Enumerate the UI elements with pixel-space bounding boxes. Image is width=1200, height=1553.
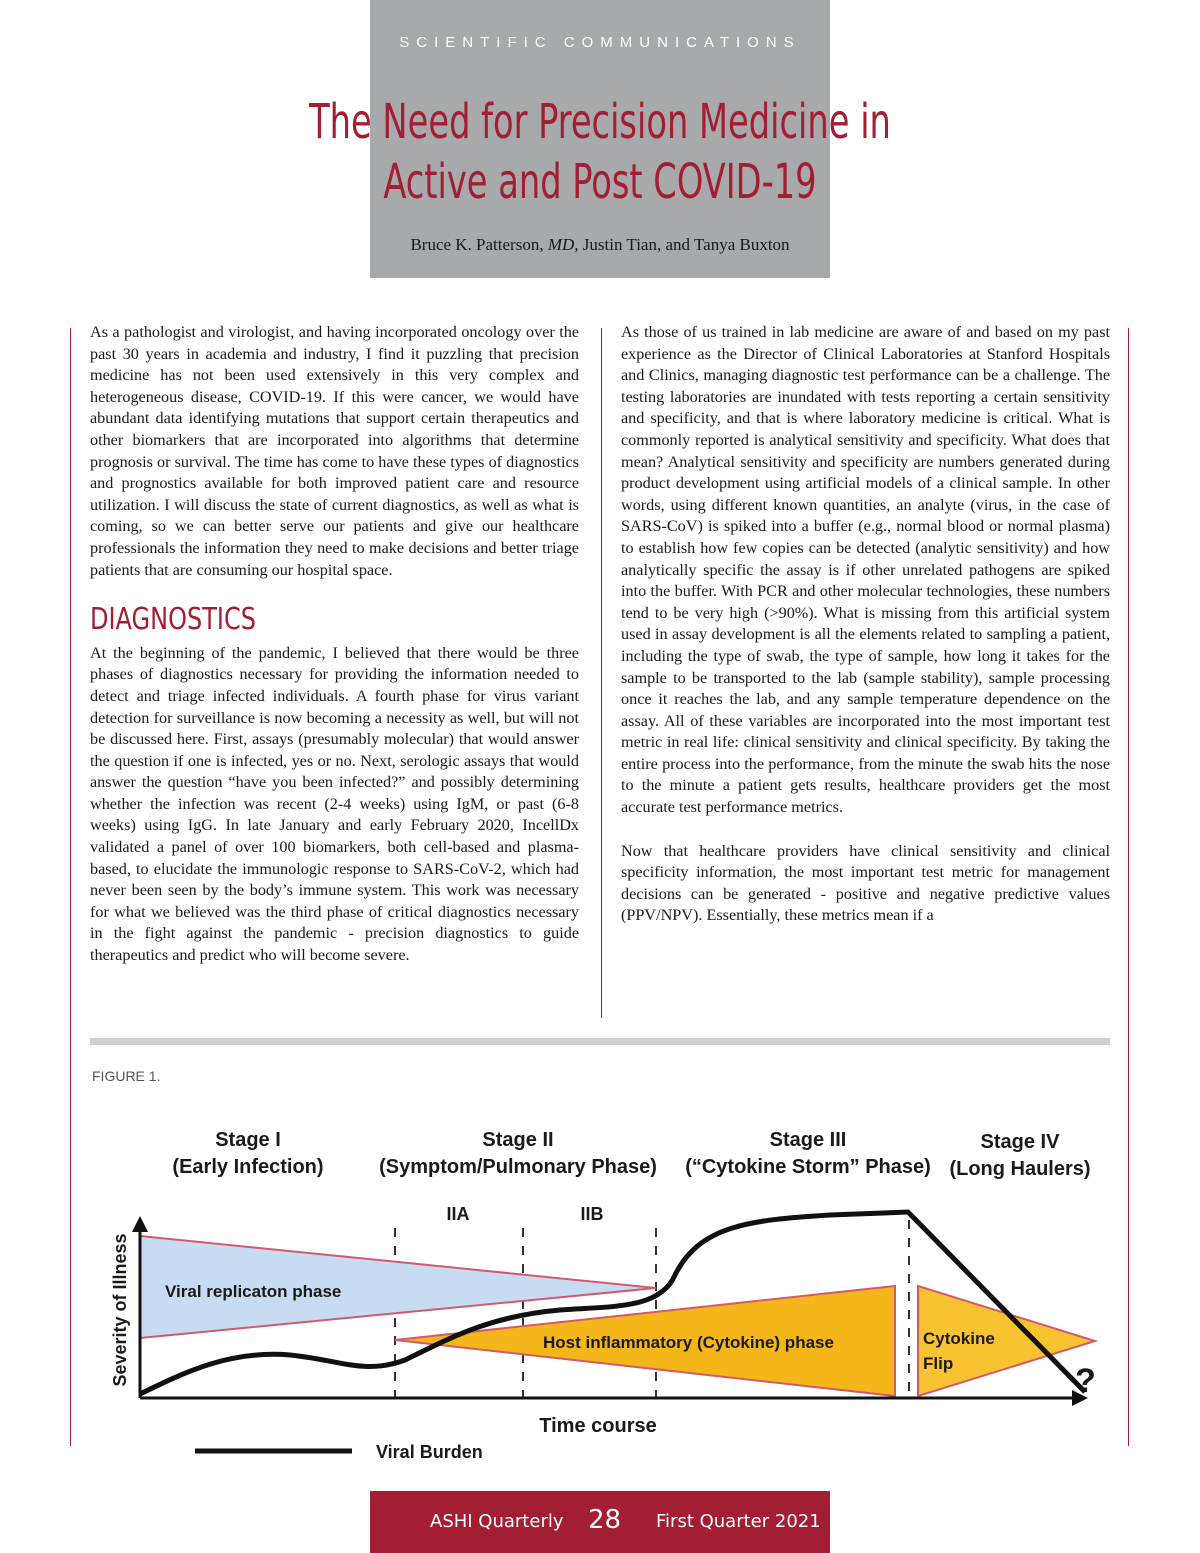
cytokine-flip-label-2: Flip	[923, 1354, 954, 1373]
column-divider	[601, 328, 602, 1018]
predictive-values-paragraph: Now that healthcare providers have clinical sensitivity and clinical specificity information, the most important test metric for management decisions can be generated - positive and negative predictive values (PPV/NPV). Essentially, these metrics mean if a	[621, 841, 1110, 925]
stage4-subtitle: (Long Haulers)	[949, 1158, 1091, 1180]
intro-paragraph: As a pathologist and virologist, and having incorporated oncology over the past 30 years in academia and industry, I find it puzzling that precision medicine has not been used extensively in this very complex and heterogeneous disease, COVID-19. If this were cancer, we would have abundant data identifying mutations that support certain therapeutics and other biomarkers that are incorporated into algorithms that determine prognosis or survival. The time has come to have these types of diagnostics and prognostics available for both improved patient care and resource utilization. I will discuss the state of current diagnostics, as well as what is coming, so we can better serve our patients and give our healthcare professionals the information they need to make decisions and better triage patients that are consuming our hospital space.	[90, 323, 579, 579]
diagnostics-heading: DIAGNOSTICS	[90, 602, 256, 638]
title-line-2: Active and Post COVID-19	[383, 154, 817, 210]
stage2-subtitle: (Symptom/Pulmonary Phase)	[379, 1156, 657, 1178]
authors	[370, 235, 830, 255]
stage3-title: Stage III	[769, 1129, 847, 1151]
authors-names-rest: Justin Tian, and Tanya Buxton	[578, 235, 790, 254]
title-line-1: The Need for Precision Medicine in	[309, 94, 891, 150]
stage4-title: Stage IV	[980, 1131, 1060, 1153]
legend-label: Viral Burden	[376, 1442, 483, 1462]
stage1-title: Stage I	[215, 1129, 281, 1151]
section-label: SCIENTIFIC COMMUNICATIONS	[399, 34, 801, 51]
page-footer	[370, 1491, 830, 1553]
footer-page-number: 28	[588, 1505, 622, 1535]
article-title	[288, 92, 912, 212]
question-mark: ?	[1075, 1362, 1096, 1400]
stage3-subtitle: (“Cytokine Storm” Phase)	[685, 1156, 931, 1178]
x-axis-label: Time course	[539, 1415, 657, 1437]
footer-journal: ASHI Quarterly	[430, 1511, 564, 1532]
authors-names: Bruce K. Patterson,	[410, 235, 548, 254]
figure-divider	[90, 1038, 1110, 1045]
covid-stages-figure	[90, 1110, 1110, 1470]
right-rule	[1128, 328, 1129, 1446]
left-column	[90, 322, 579, 967]
substage-iia: IIA	[446, 1204, 470, 1224]
substage-iib: IIB	[580, 1204, 604, 1224]
left-rule	[70, 328, 71, 1446]
footer-issue: First Quarter 2021	[656, 1511, 821, 1532]
stage1-subtitle: (Early Infection)	[172, 1156, 324, 1178]
cytokine-flip-label-1: Cytokine	[923, 1329, 995, 1348]
authors-degree: MD,	[547, 235, 579, 254]
figure-label: FIGURE 1.	[92, 1068, 161, 1084]
diagnostics-paragraph: At the beginning of the pandemic, I believed that there would be three phases of diagnostics necessary for providing the information needed to detect and triage infected individuals. A fourth phase for virus variant detection for surveillance is now becoming a necessity as well, but will not be discussed here. First, assays (presumably molecular) that would answer the question if one is infected, yes or no. Next, serologic assays that would answer the question “have you been infected?” and possibly determining whether the infection was recent (2-4 weeks) using IgM, or past (6-8 weeks) using IgG. In late January and early February 2020, IncellDx validated a panel of over 100 biomarkers, both cell-based and plasma-based, to elucidate the immunologic response to SARS-CoV-2, which had never been seen by the body’s immune system. This work was necessary for what we believed was the third phase of critical diagnostics necessary in the fight against the pandemic - precision diagnostics to guide therapeutics and predict who will become severe.	[90, 643, 579, 965]
host-phase-label: Host inflammatory (Cytokine) phase	[543, 1333, 834, 1352]
stage2-title: Stage II	[482, 1129, 554, 1151]
y-axis-label: Severity of Illness	[110, 1233, 130, 1387]
lab-medicine-paragraph: As those of us trained in lab medicine are aware of and based on my past experience as the Director of Clinical Laboratories at Stanford Hospitals and Clinics, managing diagnostic test performance can be a challenge. The testing laboratories are inundated with tests reporting a certain sensitivity and specificity, and that is where laboratory medicine is critical. What is commonly reported is analytical sensitivity and specificity. What does that mean? Analytical sensitivity and specificity are numbers generated during product development using artificial models of a clinical sample. In other words, using different known quantities, an analyte (virus, in the case of SARS-CoV) is spiked into a buffer (e.g., normal blood or normal plasma) to establish how few copies can be detected (analytic sensitivity) and how analytically specific the assay is if other unrelated pathogens are spiked into the buffer. With PCR and other molecular technologies, these numbers tend to be very high (>90%). What is missing from this artificial system used in assay development is all the elements related to sampling a patient, including the type of swab, the type of sample, how long it takes for the sample to be transported to the lab (sample stability), sample processing once it reaches the lab, and any sample temperature dependence on the assay. All of these variables are incorporated into the most important test metric in real life: clinical sensitivity and clinical specificity. By taking the entire process into the performance, from the minute the swab hits the nose to the minute a patient gets results, healthcare providers get the most accurate test performance metrics.	[621, 323, 1110, 817]
right-column	[621, 322, 1110, 927]
viral-phase-label: Viral replicaton phase	[165, 1282, 342, 1301]
